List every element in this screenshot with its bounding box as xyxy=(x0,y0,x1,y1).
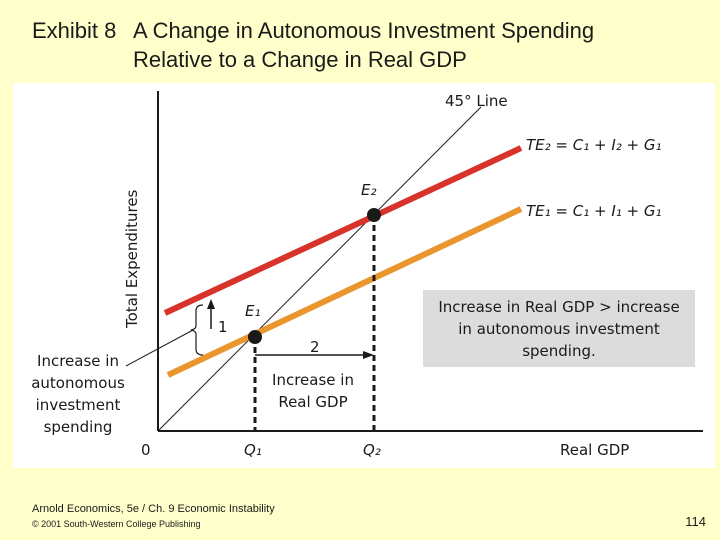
slide-title xyxy=(32,16,594,74)
callout-line-1: Increase in Real GDP > increase xyxy=(438,298,680,316)
e1-label: E₁ xyxy=(245,302,261,320)
arrow-1-label: 1 xyxy=(218,318,228,336)
e2-label: E₂ xyxy=(361,181,377,199)
diagram-panel xyxy=(13,83,715,468)
e1-point xyxy=(248,330,262,344)
te1-label: TE₁ = C₁ + I₁ + G₁ xyxy=(526,202,662,220)
arrow-1-head xyxy=(207,299,215,309)
gdp-increase-line-1: Increase in xyxy=(272,371,354,389)
source-caption: Arnold Economics, 5e / Ch. 9 Economic Instability xyxy=(32,503,275,515)
arrow-2-label: 2 xyxy=(310,338,320,356)
annotation-left-line-2: autonomous xyxy=(31,374,125,392)
line-45-label: 45° Line xyxy=(445,92,508,110)
te2-label: TE₂ = C₁ + I₂ + G₁ xyxy=(526,136,662,154)
x-axis-label: Real GDP xyxy=(560,441,630,459)
title-line-2: Relative to a Change in Real GDP xyxy=(133,47,467,72)
annotation-pointer xyxy=(126,330,193,366)
gdp-increase-line-2: Real GDP xyxy=(278,393,348,411)
economics-diagram xyxy=(13,83,715,468)
q1-label: Q₁ xyxy=(244,441,262,459)
callout-line-2: in autonomous investment xyxy=(458,320,660,338)
title-line-1 xyxy=(32,16,594,45)
annotation-left-line-1: Increase in xyxy=(37,352,119,370)
te2-line xyxy=(165,148,521,313)
title-text-1: A Change in Autonomous Investment Spending xyxy=(133,18,595,43)
q2-label: Q₂ xyxy=(363,441,381,459)
origin-label: 0 xyxy=(141,441,151,459)
callout-line-3: spending. xyxy=(522,342,596,360)
copyright-caption: © 2001 South-Western College Publishing xyxy=(32,519,201,529)
exhibit-label: Exhibit 8 xyxy=(32,18,117,43)
arrow-2-head xyxy=(363,351,374,359)
annotation-left-line-3: investment xyxy=(35,396,121,414)
y-axis-label: Total Expenditures xyxy=(123,189,141,328)
annotation-left-line-4: spending xyxy=(43,418,113,436)
page-number: 114 xyxy=(685,514,706,529)
e2-point xyxy=(367,208,381,222)
